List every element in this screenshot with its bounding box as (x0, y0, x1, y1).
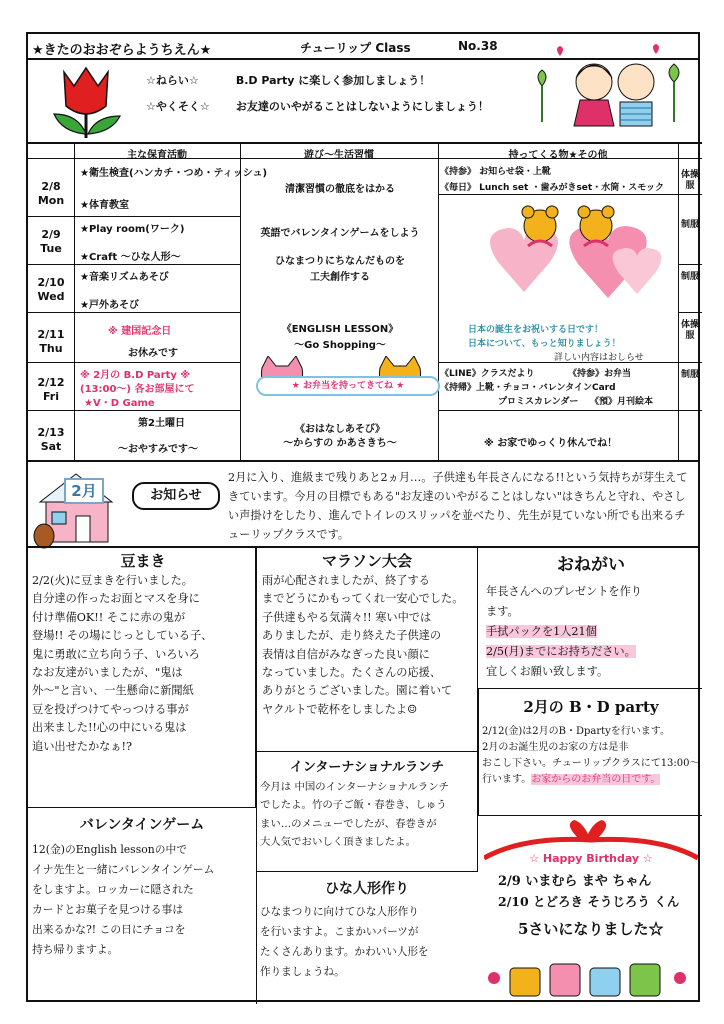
bdparty-body: 2/12(金)は2月のB・Dpartyを行います。 2月のお誕生児のお家の方は是非 おこし下さい。チューリップクラスにて13:00～ 行います。 (482, 726, 700, 785)
col-header-play: 遊び～生活習慣 (304, 150, 374, 161)
saturday-label: 第2土曜日 (138, 418, 185, 429)
valentine-title: バレンタインゲーム (79, 817, 205, 833)
play-row2-b: ひなまつりにちなんだものを (275, 256, 405, 267)
col-header-activities: 主な保育活動 (127, 150, 187, 161)
bdparty-title: 2月の B・D party (523, 698, 659, 716)
bring-row1-a: 《持参》 お知らせ袋・上靴 (440, 167, 551, 177)
international-title: インターナショナルランチ (289, 760, 445, 775)
mamemaki-title: 豆まき (120, 552, 166, 570)
col-header-bring: 持ってくる物★その他 (508, 150, 608, 161)
marathon-text: 雨が心配されましたが、終了する までどうにかもってくれ一安心でした。 子供達もやる気満々!! 寒い中では ありましたが、走り終えた子供達の 表情は自信がみなぎった良い顔に なっていました。たくさんの応援、 ありがとうございました。園に着いて ヤクルトで乾杯をしましたよ☺ (262, 574, 464, 716)
birthday-child-2: 2/10 とどろき そうじろう くん (498, 894, 680, 909)
onegai-highlight-2: 2/5(月)までにお持ちださい。 (486, 645, 636, 658)
onegai-title: おねがい (557, 555, 625, 575)
vd-game: ★V・D Game (84, 398, 155, 409)
birthday-age: 5さいになりました☆ (518, 920, 664, 938)
onegai-highlight-1: 手拭パックを1人21個 (486, 625, 597, 638)
uniform-row4: 体操服 (680, 320, 699, 341)
play-row2-a: 英語でバレンタインゲームをしよう (260, 228, 420, 239)
marathon-title: マラソン大会 (321, 552, 412, 570)
uniform-row3: 制服 (680, 272, 699, 282)
mamemaki-text: 2/2(火)に豆まきを行いました。 自分達の作ったお面とマスを身に 付け準備OK!! そこに赤の鬼が 登場!! その場にじっとしている子、 鬼に勇敢に立ち向う子、いろいろ なお友達がいましたが、"鬼は 外～"と言い、一生懸命に新聞紙 豆を投げつけてやっつける事が 出来ました!!心の中にいる鬼は 追い出せたかなぁ!? (32, 574, 213, 753)
notice-text: 2月に入り、進級まで残りあと2ヵ月…。子供達も年長さんになる!!という気持ちが芽生えてきています。今月の目標でもある"お友達のいやがることはしない"はきちんと守れ、やさしい声掛けをしたり、進んでトイレのスリッパを並べたり、先生が見ていない所でも出来るチューリップクラスです。 (228, 471, 688, 541)
international-text: 今月は 中国のインターナショナルランチ でしたよ。竹の子ご飯・春巻き、しゅう まい…のメニューでしたが、春巻きが 大人気でおいしく頂きましたよ。 (260, 781, 449, 849)
class-name: チューリップ Class (300, 41, 411, 55)
story-play-title: 《おはなしあそび》 (294, 424, 386, 435)
play-row1: 清潔習慣の徹底をはかる (285, 184, 395, 195)
bdparty-text (482, 724, 700, 788)
activity-row3-a: ★音楽リズムあそび (80, 272, 169, 283)
activity-row1-b: ★体育教室 (80, 200, 129, 211)
rest-at-home: ※ お家でゆっくり休んでね！ (484, 438, 618, 449)
promise-label: ☆やくそく☆ (146, 100, 210, 113)
date-row-2: 2/9 Tue (40, 228, 62, 255)
english-lesson-title: 《ENGLISH LESSON》 (281, 324, 399, 335)
promise-line (146, 98, 489, 114)
bdparty-highlight: お家からのお弁当の日です。 (531, 774, 661, 785)
activity-row3-b: ★戸外あそび (80, 300, 139, 311)
newsletter-page (26, 32, 700, 1002)
onegai-closing: 宜しくお願い致します。 (486, 665, 609, 678)
date-row-3: 2/10 Wed (37, 276, 65, 303)
activity-row1-a: ★衛生検査(ハンカチ・つめ・ティッシュ) (80, 168, 268, 179)
aim-line (146, 72, 430, 88)
bring-row5-c: 《持帰》上靴・チョコ・バレンタインCard (440, 383, 616, 393)
national-day-note-1: 日本の誕生をお祝いする日です！ (468, 325, 604, 335)
holiday-note: お休みです (128, 348, 178, 359)
bring-row5-d: プロミスカレンダー (498, 397, 579, 407)
hina-title: ひな人形作り (325, 881, 409, 897)
tulip-illustration (44, 62, 130, 142)
national-day-note-2: 日本について、もっと知りましょう！ (468, 339, 621, 349)
kids-illustration (524, 42, 700, 140)
bring-row5-e: 《預》月刊絵本 (590, 397, 654, 407)
onegai-text (486, 582, 698, 682)
aim-text: B.D Party に楽しく参加しましょう！ (235, 74, 431, 87)
bears-hearts-illustration (468, 202, 668, 302)
notice-title: お知らせ (132, 482, 220, 510)
activity-row2-a: ★Play room(ワーク) (80, 224, 185, 235)
onegai-intro: 年長さんへのプレゼントを作り ます。 (486, 585, 642, 618)
bring-row5-a: 《LINE》クラスだより (440, 369, 535, 379)
weekly-schedule-table (28, 142, 702, 460)
birthday-banner: ☆ Happy Birthday ☆ (529, 852, 653, 865)
bring-row1-b: 《毎日》 Lunch set ・歯みがきset・水筒・スモック (440, 183, 664, 193)
english-lesson-topic: ～Go Shopping～ (294, 340, 386, 351)
uniform-row1: 体操服 (680, 170, 699, 191)
date-row-4: 2/11 Thu (37, 328, 65, 355)
holiday-name: ※ 建国記念日 (108, 326, 172, 337)
promise-text: お友達のいやがることはしないようにしましょう！ (235, 100, 489, 113)
activity-row2-b: ★Craft ～ひな人形～ (80, 252, 181, 263)
story-play-topic: ～からすの かあさきち～ (283, 438, 397, 449)
bento-reminder: ★ お弁当を持ってきてね ★ (256, 376, 440, 396)
play-row2-c: 工夫創作する (310, 272, 370, 283)
bd-party-title: ※ 2月の B.D Party ※ (80, 370, 191, 381)
date-row-1: 2/8 Mon (37, 180, 65, 207)
saturday-note: ～おやすみです～ (118, 444, 198, 455)
date-row-6: 2/13 Sat (37, 426, 65, 453)
school-name: ★きたのおおぞらようちえん★ (32, 43, 212, 58)
uniform-row5: 制服 (680, 370, 699, 380)
birthday-child-1: 2/9 いまむら まや ちゃん (498, 874, 652, 889)
national-day-note-3: 詳しい内容はおしらせ (554, 353, 644, 363)
date-row-5: 2/12 Fri (37, 376, 65, 403)
uniform-row2: 制服 (680, 220, 699, 230)
bring-row5-b: 《持参》お弁当 (568, 369, 632, 379)
valentine-text: 12(金)のEnglish lessonの中で イナ先生と一緒にバレンタインゲーム をしますよ。ロッカーに隠された カードとお菓子を見つける事は 出来るかな?! この日にチョコを 持ち帰りますよ。 (32, 843, 215, 956)
issue-number: No.38 (458, 39, 498, 53)
hina-text: ひなまつりに向けてひな人形作り を行いますよ。こまかいパーツが たくさんあります。かわいい人形を 作りましょうね。 (260, 906, 429, 978)
bd-party-detail: (13:00～) 各お部屋にて (80, 384, 195, 395)
aim-label: ☆ねらい☆ (146, 74, 199, 87)
month-badge: 2月 (64, 478, 104, 504)
